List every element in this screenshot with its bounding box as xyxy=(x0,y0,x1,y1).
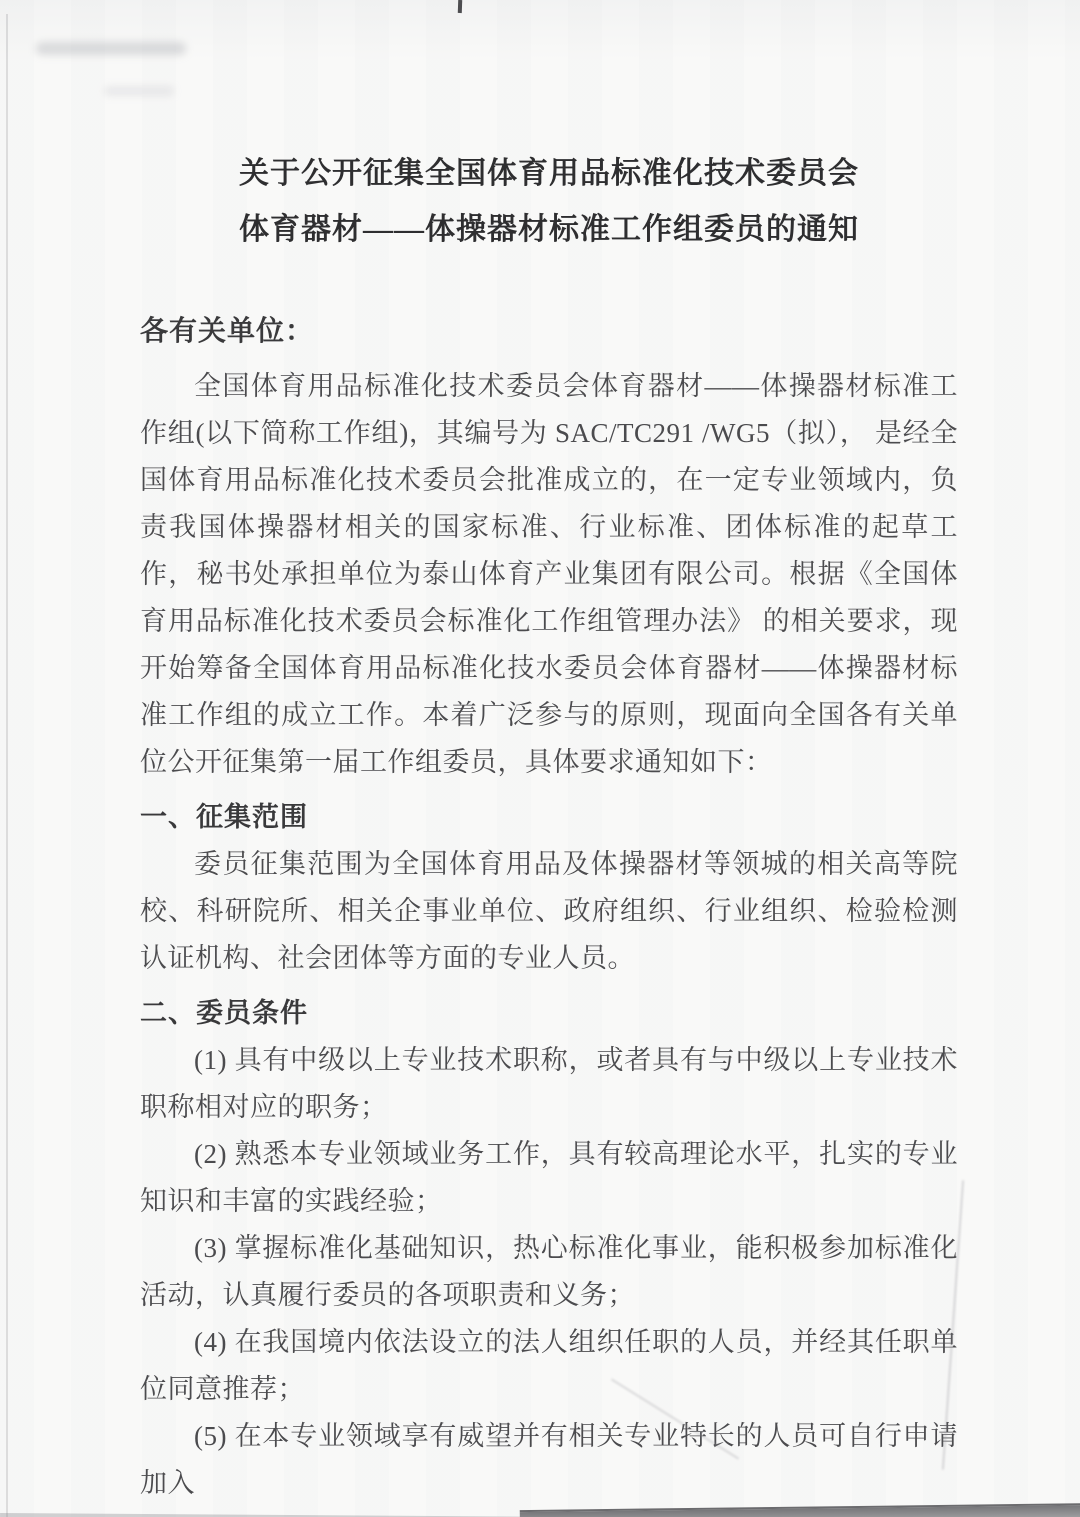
scope-paragraph: 委员征集范围为全国体育用品及体操器材等领城的相关高等院校、科研院所、相关企事业单位、政府组织、行业组织、检验检测认证机构、社会团体等方面的专业人员。 xyxy=(140,849,958,973)
document-title xyxy=(140,146,958,258)
document-title-line-1: 关于公开征集全国体育用品标准化技术委员会 xyxy=(239,157,859,190)
condition-item-5: (5) 在本专业领域享有威望并有相关专业特长的人员可自行申请加入 xyxy=(140,1421,958,1498)
document-title-line-2: 体育器材——体操器材标准工作组委员的通知 xyxy=(239,213,859,246)
section-heading-conditions: 二、委员条件 xyxy=(140,998,308,1028)
scan-artifact-smudge xyxy=(36,42,186,55)
scan-artifact-top-tick xyxy=(458,0,462,13)
condition-item-3: (3) 掌握标准化基础知识，热心标准化事业，能积极参加标准化活动，认真履行委员的各项职责和义务； xyxy=(140,1233,958,1310)
scan-artifact-bottom-left-edge xyxy=(0,1513,540,1517)
intro-paragraph: 全国体育用品标准化技术委员会体育器材——体操器材标准工作组(以下简称工作组)，其编号为 SAC/TC291 /WG5（拟）， 是经全国体育用品标准化技术委员会批准成立的，在一定专业领域内，负责我国体操器材相关的国家标准、行业标准、团体标准的起草工作，秘书处承担单位为泰山体育产业集团有限公司。根据《全国体育用品标准化技术委员会标准化工作组管理办法》 的相关要求，现开始筹备全国体育用品标准化技水委员会体育器材——体操器材标准工作组的成立工作。本着广泛参与的原则，现面向全国各有关单位公开征集第一届工作组委员，具体要求通知如下： xyxy=(140,371,958,777)
condition-item-2: (2) 熟悉本专业领域业务工作，具有较高理论水平，扎实的专业知识和丰富的实践经验； xyxy=(140,1139,958,1216)
salutation: 各有关单位： xyxy=(140,316,315,347)
condition-item-1: (1) 具有中级以上专业技术职称，或者具有与中级以上专业技术职称相对应的职务； xyxy=(140,1045,958,1122)
section-heading-scope: 一、征集范围 xyxy=(140,802,308,832)
scan-artifact-smudge-2 xyxy=(104,86,174,96)
scan-artifact-left-edge xyxy=(6,14,8,1517)
condition-item-4: (4) 在我国境内依法设立的法人组织任职的人员，并经其任职单位同意推荐； xyxy=(140,1327,958,1404)
